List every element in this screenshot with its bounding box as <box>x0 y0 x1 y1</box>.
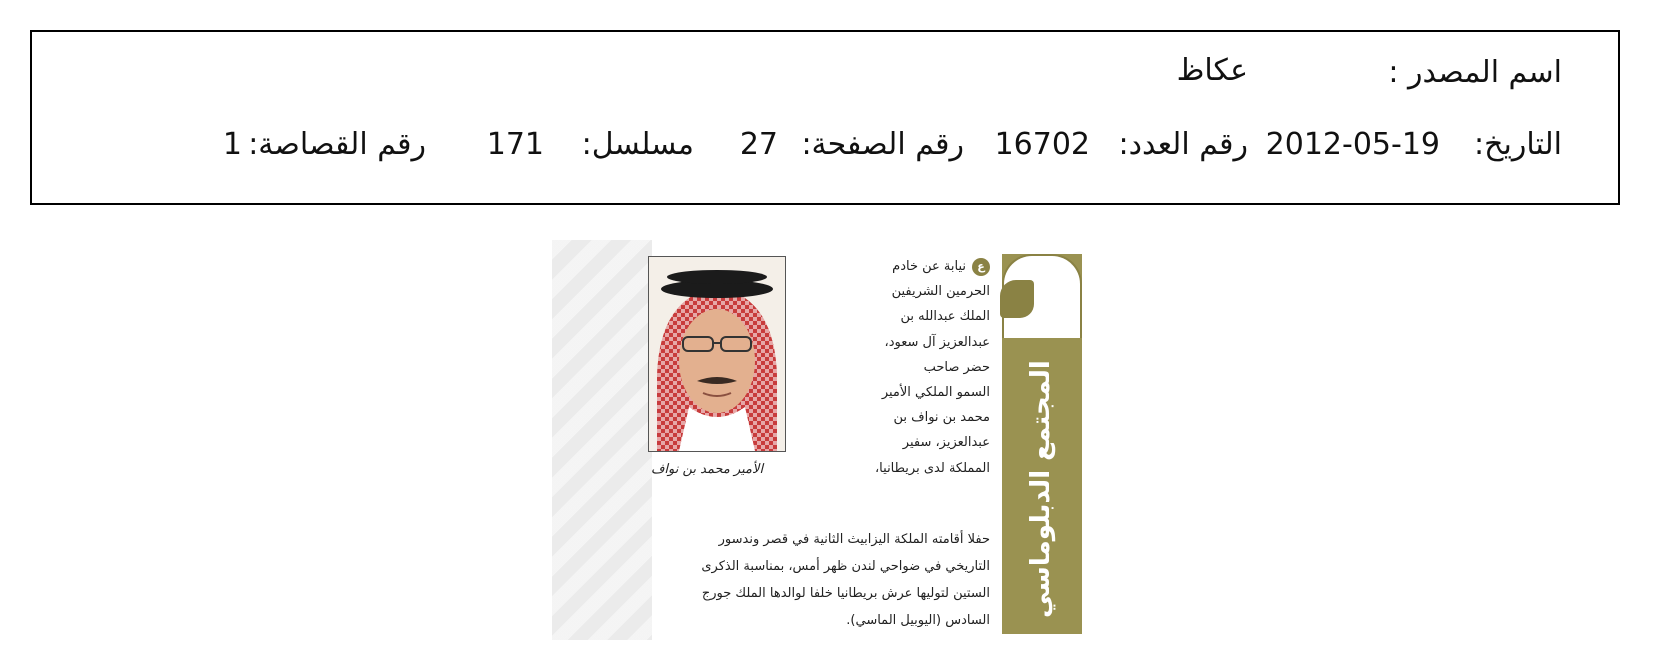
article-line: عنيابة عن خادم <box>830 254 990 279</box>
article-full-width <box>578 526 990 634</box>
serial-value: 171 <box>486 127 544 162</box>
article-line: حضر صاحب <box>923 359 990 375</box>
newspaper-clipping <box>552 232 1082 644</box>
section-title: المجتمع الدبلوماسي <box>1026 360 1056 618</box>
article-line: السمو الملكي الأمير <box>881 385 990 401</box>
article-line: الستين لتوليها عرش بريطانيا خلفا لوالدها الملك جورج <box>701 586 990 601</box>
article-line: المملكة لدى بريطانيا، <box>874 460 990 476</box>
article-line: التاريخي في ضواحي لندن ظهر أمس، بمناسبة الذكرى <box>701 559 990 574</box>
clip-value: 1 <box>222 127 242 162</box>
issue-label: رقم العدد: <box>1118 127 1248 162</box>
article-line: السادس (اليوبيل الماسي). <box>846 613 990 628</box>
page-value: 27 <box>739 127 778 162</box>
portrait-illustration <box>649 257 785 451</box>
article-line: حفلا أقامته الملكة اليزابيث الثانية في قصر وندسور <box>718 532 990 547</box>
date-value: 2012-05-19 <box>1265 127 1440 162</box>
metadata-box <box>30 30 1620 205</box>
article-line: عبدالعزيز، سفير <box>902 435 990 451</box>
article-line: الحرمين الشريفين <box>891 284 990 300</box>
serial-label: مسلسل: <box>581 127 694 162</box>
photo-caption: الأمير محمد بن نواف <box>650 462 764 477</box>
article-line: الملك عبدالله بن <box>900 309 990 325</box>
okaz-badge-icon: ع <box>972 258 990 276</box>
article-line: عبدالعزيز آل سعود، <box>884 334 990 350</box>
article-line: محمد بن نواف بن <box>893 410 990 426</box>
issue-value: 16702 <box>994 127 1090 162</box>
portrait-photo <box>648 256 786 452</box>
source-label: اسم المصدر : <box>1388 55 1562 90</box>
page-label: رقم الصفحة: <box>801 127 964 162</box>
article-column <box>830 254 990 481</box>
section-logo-icon <box>1000 280 1034 318</box>
date-label: التاريخ: <box>1474 127 1562 162</box>
clip-label: رقم القصاصة: <box>248 127 426 162</box>
source-value: عكاظ <box>1176 53 1248 88</box>
